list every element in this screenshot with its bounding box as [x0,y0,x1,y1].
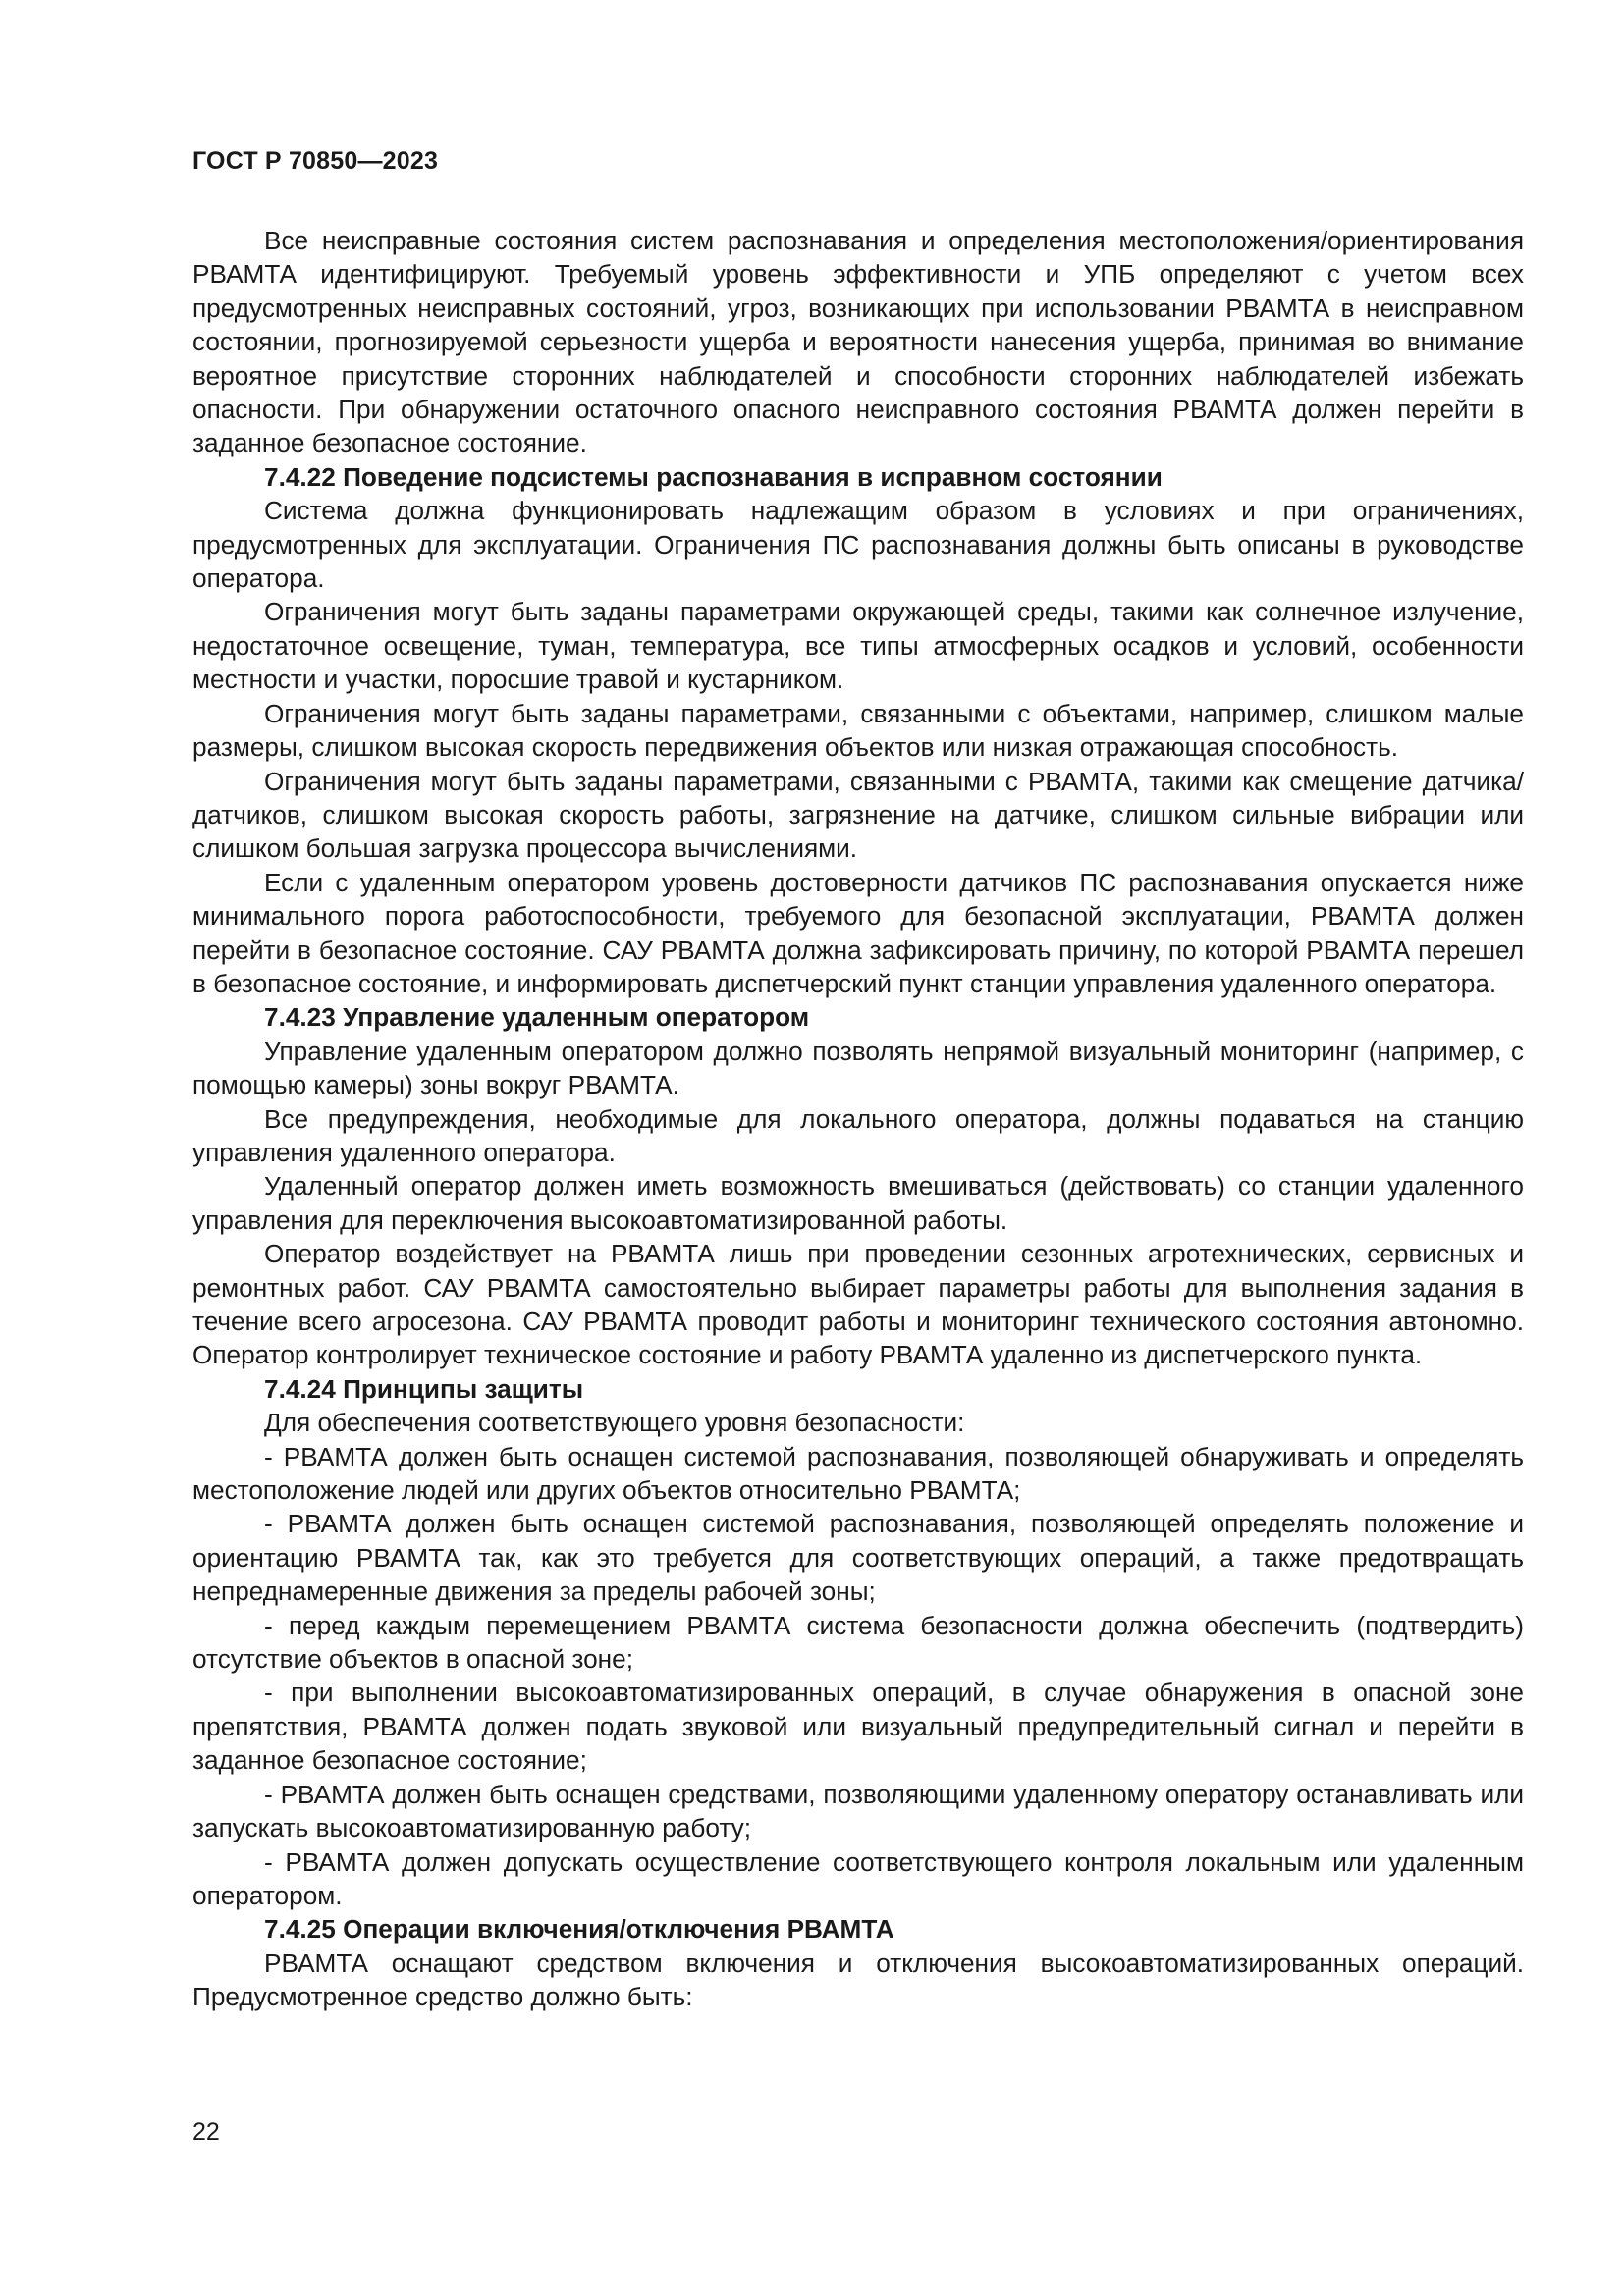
paragraph: Оператор воздействует на РВАМТА лишь при проведении сезонных агротехнических, сервисных и ремонтных работ. САУ РВАМТА самостоятельно выбирает параметры работы для выполнения задания в течение всего агросезона. САУ РВАМТА проводит работы и мониторинг технического состояния автономно. Оператор контролирует техническое состояние и работу РВАМТА удаленно из диспетчерского пункта. [192,1239,1524,1370]
paragraph: РВАМТА оснащают средством включения и отключения высокоавтоматизированных операций. Предусмотренное средство должно быть: [192,1948,1524,2012]
page-number: 22 [192,2118,220,2146]
paragraph: Ограничения могут быть заданы параметрами, связанными с РВАМТА, такими как смещение датчика/датчиков, слишком высокая скорость работы, загрязнение на датчике, слишком сильные вибрации или слишком большая загрузка процессора вычислениями. [192,766,1524,864]
paragraph: Система должна функционировать надлежащим образом в условиях и при ограничениях, предусмотренных для эксплуатации. Ограничения ПС распознавания должны быть описаны в руководстве оператора. [192,496,1524,594]
section-heading: 7.4.25 Операции включения/отключения РВАМТА [264,1914,894,1945]
paragraph: - РВАМТА должен быть оснащен системой распознавания, позволяющей обнаруживать и определять местоположение людей или других объектов относительно РВАМТА; [192,1441,1524,1506]
paragraph: Ограничения могут быть заданы параметрами окружающей среды, такими как солнечное излучение, недостаточное освещение, туман, температура, все типы атмосферных осадков и условий, особенности местности и участки, поросшие травой и кустарником. [192,597,1524,695]
paragraph: Для обеспечения соответствующего уровня безопасности: [264,1408,965,1438]
paragraph: Все неисправные состояния систем распознавания и определения местоположения/ориентирования РВАМТА идентифицируют. Требуемый уровень эффективности и УПБ определяют с учетом всех предусмотренных неисправных состояний, угроз, возникающих при использовании РВАМТА в неисправном состоянии, прогнозируемой серьезности ущерба и вероятности нанесения ущерба, принимая во внимание вероятное присутствие сторонних наблюдателей и способности сторонних наблюдателей избежать опасности. При обнаружении остаточного опасного неисправного состояния РВАМТА должен перейти в заданное безопасное состояние. [192,226,1524,458]
paragraph: Удаленный оператор должен иметь возможность вмешиваться (действовать) со станции удаленного управления для переключения высокоавтоматизированной работы. [192,1171,1524,1235]
section-heading: 7.4.23 Управление удаленным оператором [264,1002,810,1033]
document-body [192,224,1524,2014]
paragraph: Ограничения могут быть заданы параметрами, связанными с объектами, например, слишком малые размеры, слишком высокая скорость передвижения объектов или низкая отражающая способность. [192,698,1524,763]
paragraph: Все предупреждения, необходимые для локального оператора, должны подаваться на станцию управления удаленного оператора. [192,1103,1524,1167]
section-heading: 7.4.24 Принципы защиты [264,1373,584,1404]
paragraph: Управление удаленным оператором должно позволять непрямой визуальный мониторинг (например, с помощью камеры) зоны вокруг РВАМТА. [192,1036,1524,1100]
section-heading: 7.4.22 Поведение подсистемы распознавания в исправном состоянии [264,461,1163,492]
paragraph: - перед каждым перемещением РВАМТА система безопасности должна обеспечить (подтвердить) отсутствие объектов в опасной зоне; [192,1610,1524,1675]
paragraph: - РВАМТА должен быть оснащен системой распознавания, позволяющей определять положение и ориентацию РВАМТА так, как это требуется для соответствующих операций, а также предотвращать непреднамеренные движения за пределы рабочей зоны; [192,1509,1524,1607]
paragraph: - РВАМТА должен быть оснащен средствами, позволяющими удаленному оператору останавливать или запускать высокоавтоматизированную работу; [192,1779,1524,1843]
document-header: ГОСТ Р 70850—2023 [192,147,439,175]
paragraph: - при выполнении высокоавтоматизированных операций, в случае обнаружения в опасной зоне препятствия, РВАМТА должен подать звуковой или визуальный предупредительный сигнал и перейти в заданное безопасное состояние; [192,1678,1524,1776]
paragraph: Если с удаленным оператором уровень достоверности датчиков ПС распознавания опускается ниже минимального порога работоспособности, требуемого для безопасной эксплуатации, РВАМТА должен перейти в безопасное состояние. САУ РВАМТА должна зафиксировать причину, по которой РВАМТА перешел в безопасное состояние, и информировать диспетчерский пункт станции управления удаленного оператора. [192,867,1524,998]
paragraph: - РВАМТА должен допускать осуществление соответствующего контроля локальным или удаленным оператором. [192,1846,1524,1910]
